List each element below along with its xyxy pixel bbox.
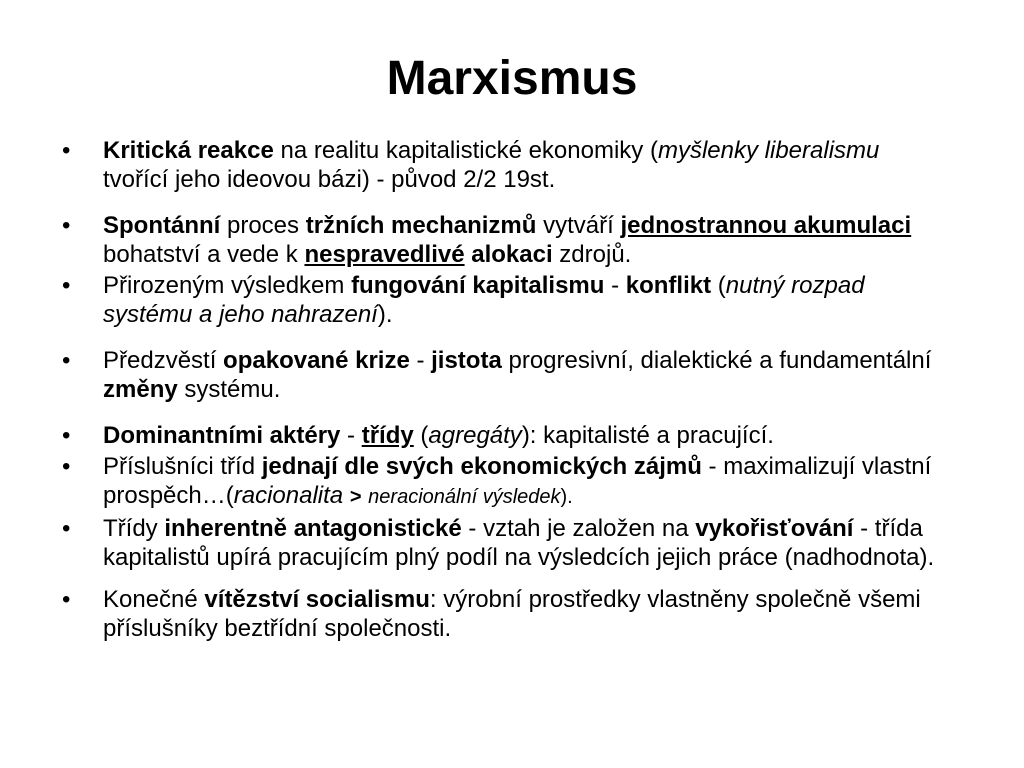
bullet-text-segment: vykořisťování	[695, 515, 854, 542]
bullet-item	[62, 514, 942, 572]
bullet-text-segment: myšlenky liberalismu	[657, 137, 880, 164]
bullet-text-segment: neracionální výsledek	[368, 486, 561, 508]
bullet-text-segment: ).	[377, 301, 393, 328]
bullet-text-segment: - vztah je založen na	[461, 515, 696, 542]
bullet-text-segment: jednostrannou akumulaci	[620, 212, 912, 239]
bullet-item	[62, 346, 942, 404]
bullet-text-segment: opakované krize	[223, 347, 410, 374]
bullet-text-segment	[343, 482, 350, 509]
bullet-text-segment: vítězství socialismu	[204, 586, 430, 613]
bullet-text-segment: fungování kapitalismu	[351, 272, 605, 299]
bullet-marker: •	[62, 515, 71, 542]
bullet-text-segment: : výrobní prostředky vlastněny společně všemi příslušníky beztřídní společnosti.	[103, 586, 921, 642]
bullet-text-segment: Přirozeným výsledkem	[103, 272, 352, 299]
bullet-text-segment: ): kapitalisté a pracující.	[521, 422, 774, 449]
bullet-text-segment: Konečné	[103, 586, 205, 613]
bullet-text-segment: alokaci	[471, 241, 553, 268]
bullet-text-segment: jednají dle svých ekonomických zájmů	[261, 453, 702, 480]
bullet-text-segment: agregáty	[428, 422, 522, 449]
bullet-text-segment: tvořící jeho ideovou bázi) - původ 2/2 19st.	[103, 166, 556, 193]
bullet-marker: •	[62, 453, 71, 480]
bullet-text-segment: systému.	[177, 376, 281, 403]
bullet-text-segment: ).	[560, 486, 573, 508]
bullet-text-segment: Dominantními aktéry	[103, 422, 341, 449]
bullet-list	[62, 136, 942, 643]
bullet-marker: •	[62, 586, 71, 613]
bullet-text-segment: -	[604, 272, 626, 299]
bullet-text-segment: Příslušníci tříd	[103, 453, 262, 480]
bullet-text-segment: nespravedlivé	[304, 241, 465, 268]
bullet-text-segment: proces	[220, 212, 306, 239]
bullet-text-segment: -	[409, 347, 432, 374]
bullet-item	[62, 421, 942, 450]
bullet-text-segment: jistota	[431, 347, 502, 374]
bullet-text-segment: bohatství a vede k	[103, 241, 305, 268]
bullet-text-segment: tržních mechanizmů	[305, 212, 537, 239]
bullet-text-segment: -	[340, 422, 362, 449]
bullet-marker: •	[62, 347, 71, 374]
bullet-text-segment: zdrojů.	[552, 241, 632, 268]
bullet-item	[62, 211, 942, 269]
slide-title: Marxismus	[386, 52, 638, 105]
bullet-text-segment: třídy	[361, 422, 414, 449]
bullet-item	[62, 271, 942, 329]
bullet-item	[62, 452, 942, 512]
bullet-text-segment: Spontánní	[103, 212, 221, 239]
bullet-marker: •	[62, 272, 71, 299]
bullet-text-segment: Předzvěstí	[103, 347, 224, 374]
bullet-text-segment: >	[349, 486, 362, 508]
bullet-text-segment: konflikt	[625, 272, 712, 299]
bullet-text-segment: (	[711, 272, 726, 299]
bullet-text-segment: racionalita	[233, 482, 344, 509]
bullet-text-segment: nutný rozpad systému a jeho nahrazení	[103, 272, 865, 328]
bullet-text-segment: (	[413, 422, 429, 449]
bullet-marker: •	[62, 422, 71, 449]
bullet-text-segment: - maximalizují vlastní prospěch…(	[103, 453, 932, 509]
bullet-text-segment: Kritická reakce	[103, 137, 274, 164]
bullet-text-segment: na realitu kapitalistické ekonomiky (	[273, 137, 658, 164]
bullet-text-segment: změny	[103, 376, 178, 403]
bullet-marker: •	[62, 137, 71, 164]
bullet-text-segment: inherentně antagonistické	[164, 515, 462, 542]
bullet-item	[62, 585, 942, 643]
bullet-text-segment: - třída kapitalistů upírá pracujícím plný podíl na výsledcích jejich práce (nadhodnota).	[103, 515, 935, 571]
bullet-item	[62, 136, 942, 194]
bullet-text-segment: vytváří	[536, 212, 621, 239]
bullet-text-segment: progresivní, dialektické a fundamentální	[501, 347, 932, 374]
bullet-marker: •	[62, 212, 71, 239]
bullet-text-segment: Třídy	[103, 515, 165, 542]
